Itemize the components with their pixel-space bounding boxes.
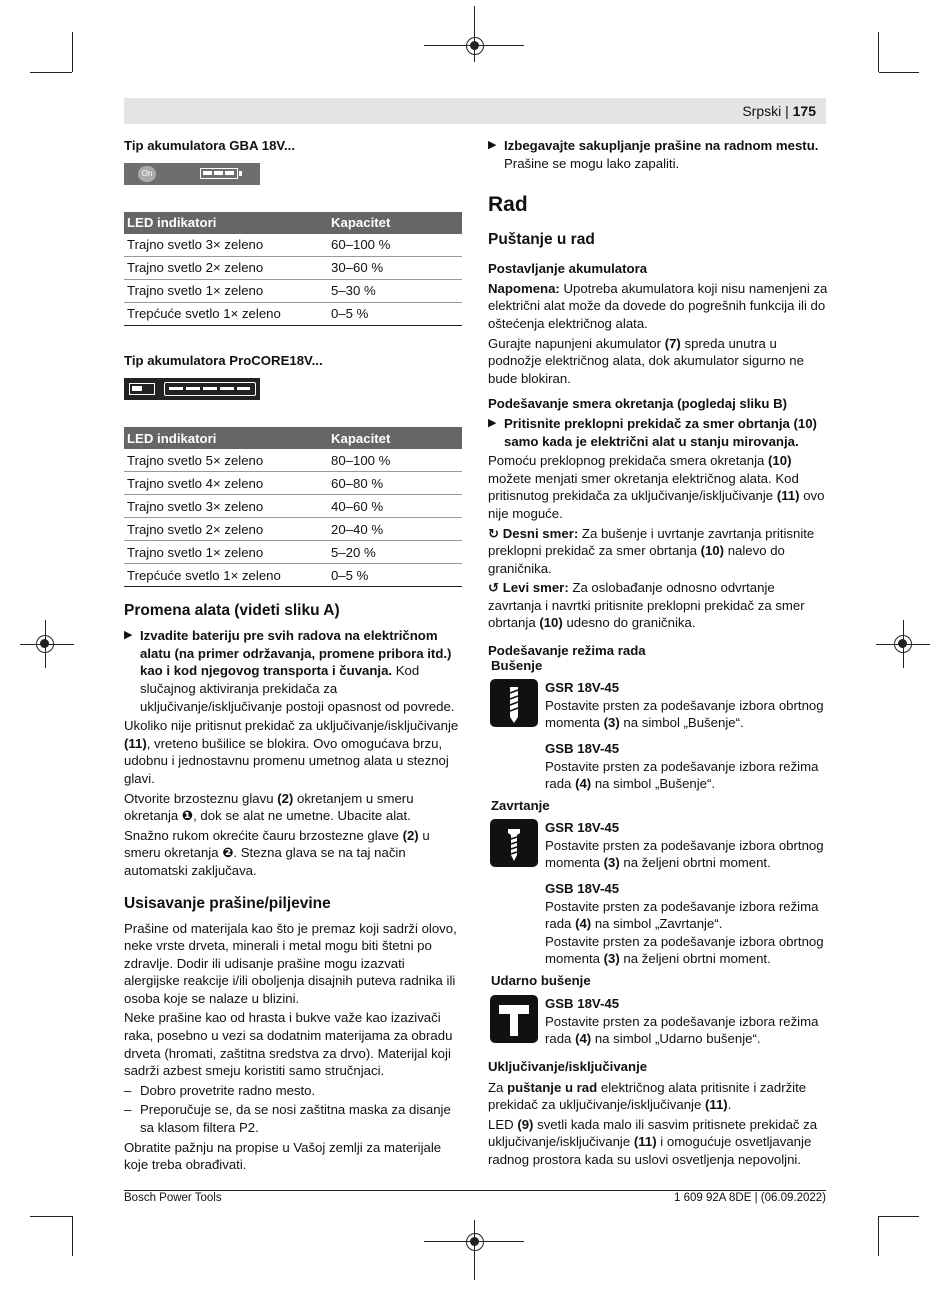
list-item-text: Dobro provetrite radno mesto. <box>140 1082 316 1098</box>
text: okretanjem u smeru okretanja <box>124 790 414 824</box>
page-header: Srpski | 175 <box>742 103 816 119</box>
section-title-usisavanje: Usisavanje prašine/piljevine <box>124 894 331 912</box>
ref: (4) <box>575 1031 592 1047</box>
battery-gba-title: Tip akumulatora GBA 18V... <box>124 138 296 153</box>
text: Upotreba akumulatora koji nisu namenjeni za električni alat može da dovede do pogrešnih funkcija ili do oštećenja električnog alata. <box>488 280 828 331</box>
crop-mark <box>879 72 919 73</box>
hammer-icon <box>490 995 538 1043</box>
paragraph: Neke prašine kao od hrasta i bukve važe kao izazivači raka, posebno u vezi sa dodatnim materijama za obradu drveta (hromati, zaštitna sredstva za drvo). Materijal koji sadrži azbest smeju koristiti samo stručnjaci. <box>124 1010 453 1079</box>
ref: (10) <box>768 453 792 469</box>
ref: (11) <box>633 1134 657 1150</box>
text: Postavite prsten za podešavanje izbora režima rada <box>545 758 819 792</box>
table-cell: Trajno svetlo 3× zeleno <box>124 234 328 257</box>
warning-item <box>488 415 828 450</box>
text: Postavite prsten za podešavanje izbora režima rada <box>545 1013 819 1047</box>
ref: (2) <box>277 790 294 806</box>
note-label: Napomena: <box>488 280 560 296</box>
registration-mark-icon <box>894 635 912 653</box>
text: , vreteno bušilice se blokira. Ovo omogućava brzu, udobnu i jednostavnu promenu umetnog alata u steznoj glavi. <box>124 735 449 786</box>
text: spreda unutra u podnožje električnog alata, dok akumulator sigurno ne bude blokiran. <box>488 335 804 386</box>
text: Postavite prsten za podešavanje izbora obrtnog momenta <box>545 933 824 967</box>
arrow-icon: ▶ <box>124 629 133 642</box>
step-2-icon: ❷ <box>222 845 234 861</box>
mode-block <box>545 679 828 732</box>
text: Otvorite brzosteznu glavu <box>124 790 278 806</box>
ref: (3) <box>603 715 620 731</box>
ref: (4) <box>575 916 592 932</box>
table-row <box>124 234 462 257</box>
footer-divider <box>124 1190 826 1191</box>
footer-doc-id: 1 609 92A 8DE | (06.09.2022) <box>674 1192 826 1204</box>
battery-procore-indicator <box>124 378 260 400</box>
on-label: On <box>141 168 153 178</box>
list-item: – Dobro provetrite radno mesto. <box>124 1082 316 1098</box>
warning-item <box>488 137 828 172</box>
ref: (7) <box>664 335 681 351</box>
text: na simbol „Bušenje“. <box>591 776 716 792</box>
text: u smeru okretanja <box>124 827 430 861</box>
model-label: GSR 18V-45 <box>545 820 620 835</box>
table-header: Kapacitet <box>328 212 462 234</box>
text: ovo nije moguće. <box>488 488 825 521</box>
drill-bit-icon <box>490 679 538 727</box>
table-header: Kapacitet <box>328 427 462 449</box>
mode-title-udarno: Udarno bušenje <box>491 973 591 988</box>
table-cell: 60–80 % <box>328 472 462 495</box>
text: svetli kada malo ili sasvim pritisnete prekidač za uključivanje/isključivanje <box>488 1116 818 1150</box>
table-cell: 20–40 % <box>328 518 462 541</box>
ref: (3) <box>603 855 620 871</box>
text: , dok se alat ne umetne. Ubacite alat. <box>193 808 411 824</box>
page-number: 175 <box>792 103 816 119</box>
text: LED <box>488 1116 518 1132</box>
model-label: GSR 18V-45 <box>545 680 620 695</box>
table-cell: Trajno svetlo 1× zeleno <box>124 541 328 564</box>
model-label: GSB 18V-45 <box>545 881 620 896</box>
led-table-gba <box>124 212 462 326</box>
text: Snažno rukom okrećite čauru brzostezne glave <box>124 827 403 843</box>
crop-mark <box>72 1216 73 1256</box>
table-cell: Trepćuće svetlo 1× zeleno <box>124 564 328 587</box>
ref: (3) <box>603 951 620 967</box>
text: Za <box>488 1079 508 1095</box>
text: Postavite prsten za podešavanje izbora obrtnog momenta <box>545 697 824 731</box>
mode-block <box>545 880 828 968</box>
crop-mark <box>879 1216 919 1217</box>
text: na simbol „Udarno bušenje“. <box>591 1031 761 1047</box>
chapter-title-rad: Rad <box>488 193 528 217</box>
subsection-title: Podešavanje smera okretanja (pogledaj sliku B) <box>488 396 788 412</box>
crop-mark <box>878 32 879 72</box>
paragraph <box>124 717 464 787</box>
text: . Stezna glava se na taj način automatski zaključava. <box>124 845 406 878</box>
mode-block <box>545 819 828 872</box>
table-cell: 5–30 % <box>328 279 462 302</box>
text: na željeni obrtni moment. <box>619 855 771 871</box>
mode-title-zavrtanje: Zavrtanje <box>491 798 550 813</box>
table-row <box>124 541 462 564</box>
ref: (4) <box>575 776 592 792</box>
crop-mark <box>878 1216 879 1256</box>
table-row <box>124 256 462 279</box>
text: na simbol „Zavrtanje“. <box>591 916 723 932</box>
battery-gba-indicator <box>124 163 260 185</box>
text: i omogućuje osvetljavanje radnog prostora kada su uslovi osvetljenja nepovoljni. <box>488 1134 812 1167</box>
header-language: Srpski <box>742 103 782 119</box>
text: Za oslobađanje odnosno odvrtanje zavrtanja i navrtki pritisnite preklopni prekidač za smer obrtanja <box>488 580 805 631</box>
table-cell: Trajno svetlo 5× zeleno <box>124 449 328 472</box>
text: . <box>727 1097 732 1113</box>
paragraph: Prašine od materijala kao što je premaz koji sadrži olovo, neke vrste drveta, minerali i metal mogu biti štetni po zdravlje. Dodir ili udisanje prašine mogu izazvati alergijske reakcije i/ili oboljenja disajnih puteva radnika ili osoba koje se nalaze u blizini. <box>124 920 457 1006</box>
ref: (11) <box>124 735 147 751</box>
table-header: LED indikatori <box>124 212 328 234</box>
text: električnog alata pritisnite i zadržite prekidač za uključivanje/isključivanje <box>488 1079 807 1113</box>
battery-low-icon <box>129 383 155 395</box>
table-cell: 30–60 % <box>328 256 462 279</box>
table-cell: 0–5 % <box>328 302 462 325</box>
ref: (9) <box>517 1116 534 1132</box>
table-row <box>124 472 462 495</box>
section-title-promena: Promena alata (videti sliku A) <box>124 602 340 620</box>
text: možete menjati smer okretanja električnog alata. Kod pritisnutog prekidača za uključivanje/isključivanje <box>488 470 799 504</box>
battery-icon <box>200 168 238 179</box>
table-row <box>124 449 462 472</box>
paragraph: Obratite pažnju na propise u Vašoj zemlji za materijale koje treba obrađivati. <box>124 1139 442 1173</box>
header-band <box>124 98 826 124</box>
rotate-left-icon: ↺ <box>488 580 500 596</box>
ref: (2) <box>402 827 419 843</box>
screw-icon <box>490 819 538 867</box>
direction-label: Levi smer: <box>502 580 569 596</box>
paragraph <box>488 1079 828 1114</box>
text: Pomoću preklopnog prekidača smera okretanja <box>488 453 769 469</box>
table-header: LED indikatori <box>124 427 328 449</box>
model-label: GSB 18V-45 <box>545 741 620 756</box>
table-cell: Trepćuće svetlo 1× zeleno <box>124 302 328 325</box>
paragraph <box>488 1116 828 1169</box>
crop-mark <box>30 1216 72 1217</box>
rotate-right-icon: ↻ <box>488 525 500 541</box>
arrow-icon: ▶ <box>488 416 497 429</box>
list-item: – Preporučuje se, da se nosi zaštitna maska za disanje sa klasom filtera P2. <box>124 1102 451 1136</box>
direction-label: Desni smer: <box>502 525 579 541</box>
table-cell: 80–100 % <box>328 449 462 472</box>
paragraph <box>124 790 464 825</box>
registration-mark-icon <box>466 1233 484 1251</box>
led-table-procore <box>124 427 462 587</box>
table-cell: 40–60 % <box>328 495 462 518</box>
table-row <box>124 518 462 541</box>
table-cell: Trajno svetlo 2× zeleno <box>124 256 328 279</box>
warning-item <box>124 627 464 715</box>
right-column <box>488 137 828 660</box>
footer-publisher: Bosch Power Tools <box>124 1192 222 1204</box>
ref: (11) <box>704 1097 728 1113</box>
battery-bar-icon <box>164 382 256 396</box>
table-cell: Trajno svetlo 3× zeleno <box>124 495 328 518</box>
ref: (11) <box>776 488 800 504</box>
warning-bold-text: Izvadite bateriju pre svih radova na električnom alatu (na primer održavanja, promene pribora itd.) kao i kod njegovog transporta i čuvanja. <box>140 628 452 679</box>
mode-title-busenje: Bušenje <box>491 658 543 673</box>
paragraph <box>488 452 828 522</box>
paragraph <box>124 827 464 880</box>
text: na željeni obrtni moment. <box>619 951 771 967</box>
list-item-text: Preporučuje se, da se nosi zaštitna maska za disanje sa klasom filtera P2. <box>140 1102 451 1136</box>
table-row <box>124 495 462 518</box>
table-cell: Trajno svetlo 4× zeleno <box>124 472 328 495</box>
on-button-icon <box>138 166 156 182</box>
step-1-icon: ❶ <box>181 808 194 824</box>
arrow-icon: ▶ <box>488 139 497 151</box>
text: Za bušenje i uvrtanje zavrtanja pritisnite preklopni prekidač za smer obrtanja <box>488 525 815 559</box>
text: udesno do graničnika. <box>562 615 696 631</box>
registration-mark-icon <box>466 37 484 55</box>
bold-text: puštanje u rad <box>507 1079 598 1095</box>
subsection-title: Uključivanje/isključivanje <box>488 1059 648 1074</box>
table-cell: 60–100 % <box>328 234 462 257</box>
crop-mark <box>30 72 72 73</box>
mode-block <box>545 995 828 1048</box>
paragraph <box>488 280 828 333</box>
paragraph <box>488 579 828 632</box>
warning-bold-text: Izbegavajte sakupljanje prašine na radnom mestu. <box>504 138 819 153</box>
warning-text: Prašine se mogu lako zapaliti. <box>504 155 680 171</box>
table-row <box>124 564 462 587</box>
paragraph <box>488 525 828 578</box>
battery-procore-title: Tip akumulatora ProCORE18V... <box>124 352 323 368</box>
table-cell: 5–20 % <box>328 541 462 564</box>
ref: (10) <box>700 543 725 559</box>
crop-mark <box>72 32 73 72</box>
warning-bold-text: Pritisnite preklopni prekidač za smer obrtanja (10) samo kada je električni alat u stanju mirovanja. <box>504 415 817 449</box>
paragraph <box>488 335 828 388</box>
ukljucivanje-section <box>488 1058 828 1169</box>
left-column <box>124 137 464 1174</box>
text: Postavite prsten za podešavanje izbora režima rada <box>545 898 819 932</box>
table-cell: Trajno svetlo 2× zeleno <box>124 518 328 541</box>
table-row <box>124 279 462 302</box>
table-row <box>124 302 462 325</box>
subsection-title: Podešavanje režima rada <box>488 643 646 659</box>
table-cell: 0–5 % <box>328 564 462 587</box>
table-cell: Trajno svetlo 1× zeleno <box>124 279 328 302</box>
section-title-pustanje: Puštanje u rad <box>488 231 595 249</box>
text: Ukoliko nije pritisnut prekidač za uključivanje/isključivanje <box>124 718 459 734</box>
mode-block <box>545 740 828 793</box>
model-label: GSB 18V-45 <box>545 996 620 1011</box>
text: Postavite prsten za podešavanje izbora obrtnog momenta <box>545 837 824 871</box>
text: nalevo do graničnika. <box>488 543 785 576</box>
text: na simbol „Bušenje“. <box>619 715 744 731</box>
text: Gurajte napunjeni akumulator <box>488 335 665 351</box>
warning-text: Kod slučajnog aktiviranja prekidača za uključivanje/isključivanje postoji opasnost od povrede. <box>140 663 455 714</box>
registration-mark-icon <box>36 635 54 653</box>
ref: (10) <box>539 615 563 631</box>
subsection-title: Postavljanje akumulatora <box>488 261 648 277</box>
